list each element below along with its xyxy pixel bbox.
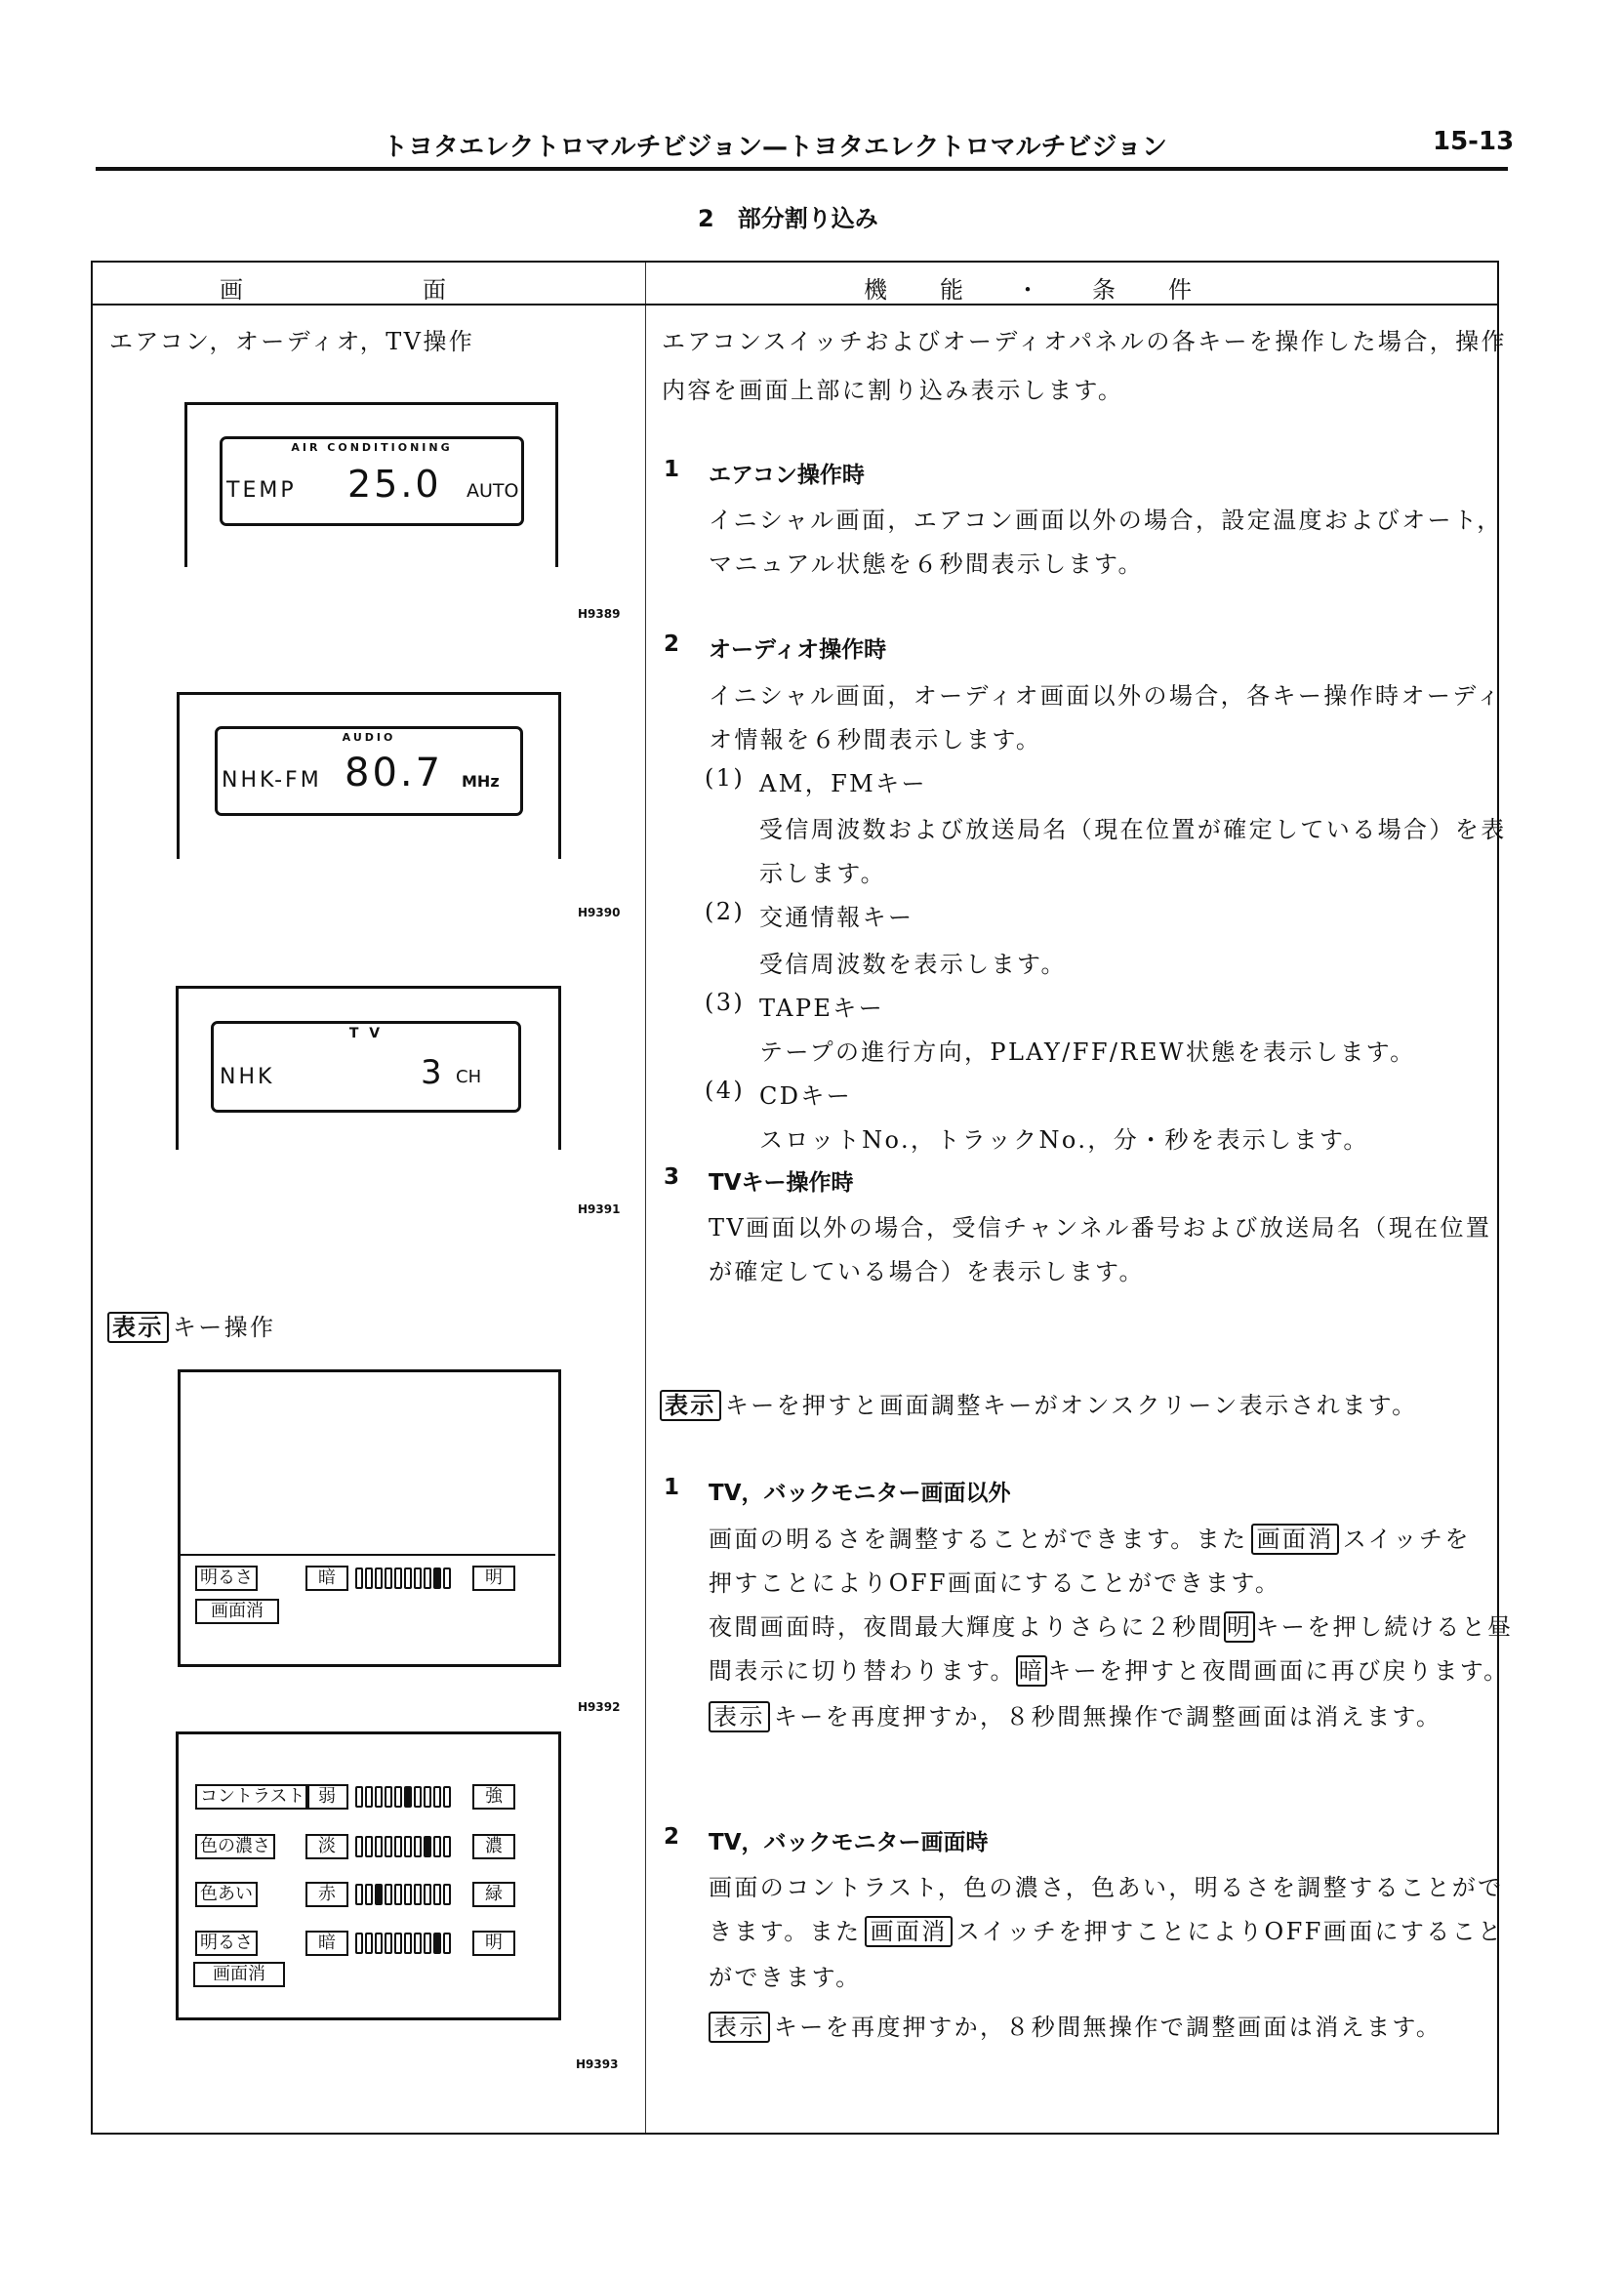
level-segment-active — [404, 1786, 412, 1808]
section-heading: エアコン操作時 — [709, 463, 865, 488]
section-number: 3 — [664, 1164, 680, 1190]
section-heading: TV，バックモニター画面時 — [709, 1830, 989, 1855]
overlay-divider — [181, 1554, 555, 1556]
screen-off-key-box: 画面消 — [865, 1916, 952, 1947]
display-key-box: 表示 — [107, 1312, 169, 1343]
body-line: テープの進行方向，PLAY/FF/REW状態を表示します。 — [759, 1038, 1416, 1066]
level-segment — [424, 1933, 431, 1954]
figure-code: H9392 — [578, 1700, 621, 1714]
column-header-function: 機 能 ・ 条 件 — [864, 276, 1194, 304]
level-segment — [375, 1836, 383, 1857]
section-number: 1 — [664, 457, 680, 482]
level-segment — [355, 1884, 363, 1905]
adjust-label-button: 色の濃さ — [195, 1834, 275, 1859]
adjust-label-button: コントラスト — [195, 1784, 309, 1810]
body-line: が確定している場合）を表示します。 — [709, 1258, 1145, 1285]
item-number: (2) — [705, 898, 746, 925]
screen-off-key-box: 画面消 — [1251, 1524, 1338, 1555]
display-intro-line — [660, 1386, 1418, 1421]
level-bar — [355, 1836, 451, 1857]
body-line — [709, 1697, 1441, 1732]
level-segment — [375, 1933, 383, 1954]
level-segment — [394, 1786, 402, 1808]
item-number: (1) — [705, 764, 746, 792]
lcd-left-text: NHK-FM — [222, 768, 322, 793]
adjust-min-button: 暗 — [305, 1566, 348, 1591]
level-segment — [404, 1933, 412, 1954]
figure-code: H9389 — [578, 607, 621, 621]
level-bar — [355, 1568, 451, 1589]
body-line: 受信周波数および放送局名（現在位置が確定している場合）を表 — [759, 816, 1507, 843]
level-segment — [385, 1884, 392, 1905]
level-segment-active — [375, 1884, 383, 1905]
lcd-value: 3 — [421, 1053, 442, 1092]
level-segment — [414, 1568, 422, 1589]
level-segment — [404, 1884, 412, 1905]
level-segment — [365, 1884, 373, 1905]
body-line — [709, 1912, 1504, 1947]
level-segment — [365, 1568, 373, 1589]
column-header-screen: 画 面 — [220, 276, 448, 304]
level-bar — [355, 1786, 451, 1808]
body-text: キーを押すと画面調整キーがオンスクリーン表示されます。 — [724, 1392, 1418, 1419]
bright-key-box: 明 — [1224, 1611, 1255, 1643]
adjust-max-button: 緑 — [472, 1882, 515, 1907]
display-key-box: 表示 — [660, 1390, 721, 1421]
section-number: 2 — [664, 1824, 680, 1850]
screen-off-button: 画面消 — [195, 1599, 279, 1624]
figure-code: H9393 — [576, 2057, 619, 2071]
lcd-label: AUDIO — [342, 731, 396, 744]
level-segment — [365, 1786, 373, 1808]
level-segment — [404, 1568, 412, 1589]
body-text: キーを押し続けると昼 — [1255, 1613, 1514, 1641]
adjust-min-button: 弱 — [305, 1784, 348, 1810]
level-segment — [414, 1786, 422, 1808]
section-heading: オーディオ操作時 — [709, 637, 887, 663]
adjust-label-button: 明るさ — [195, 1566, 258, 1591]
body-text: 画面の明るさを調整することができます。また — [709, 1526, 1248, 1553]
header-rule — [96, 167, 1508, 171]
interrupt-label: エアコン，オーディオ，TV操作 — [109, 328, 475, 355]
figure-code: H9390 — [578, 906, 621, 919]
body-line — [709, 1520, 1471, 1555]
level-segment — [365, 1836, 373, 1857]
adjust-label-button: 色あい — [195, 1882, 258, 1907]
column-divider — [645, 263, 646, 2133]
lcd-label: AIR CONDITIONING — [291, 441, 453, 454]
adjust-label-button: 明るさ — [195, 1931, 258, 1956]
body-line: ができます。 — [709, 1964, 862, 1991]
section-number: 1 — [664, 1475, 680, 1500]
body-text: キーを再度押すか，８秒間無操作で調整画面は消えます。 — [773, 1703, 1442, 1730]
level-segment — [355, 1933, 363, 1954]
adjust-min-button: 赤 — [305, 1882, 348, 1907]
body-line: スロットNo.，トラックNo.，分・秒を表示します。 — [759, 1126, 1369, 1154]
level-segment — [375, 1568, 383, 1589]
level-segment — [443, 1884, 451, 1905]
display-key-box: 表示 — [709, 1701, 770, 1732]
level-segment — [394, 1933, 402, 1954]
lcd-panel — [211, 1021, 521, 1113]
item-title: CDキー — [759, 1082, 853, 1110]
body-line: 画面のコントラスト，色の濃さ，色あい，明るさを調整することがで — [709, 1874, 1504, 1901]
lcd-panel — [220, 436, 524, 526]
lcd-value: 80.7 — [345, 751, 444, 795]
level-segment — [433, 1884, 441, 1905]
body-text: きます。また — [709, 1918, 862, 1945]
body-line — [709, 1651, 1510, 1687]
item-number: (3) — [705, 989, 746, 1016]
running-header-title: トヨタエレクトロマルチビジョン—トヨタエレクトロマルチビジョン — [383, 133, 1167, 162]
level-segment — [414, 1836, 422, 1857]
body-line: オ情報を６秒間表示します。 — [709, 726, 1042, 753]
level-segment — [414, 1884, 422, 1905]
body-line: 受信周波数を表示します。 — [759, 951, 1067, 978]
level-segment — [385, 1836, 392, 1857]
section-heading: TVキー操作時 — [709, 1170, 854, 1196]
body-line: マニュアル状態を６秒間表示します。 — [709, 550, 1144, 578]
body-text: スイッチを — [1342, 1526, 1471, 1553]
level-bar — [355, 1933, 451, 1954]
level-segment — [443, 1568, 451, 1589]
level-segment — [385, 1933, 392, 1954]
level-segment — [385, 1786, 392, 1808]
item-title: TAPEキー — [759, 995, 885, 1022]
body-text: 間表示に切り替わります。 — [709, 1657, 1016, 1685]
section-number: 2 — [664, 631, 680, 657]
level-segment — [365, 1933, 373, 1954]
level-segment — [375, 1786, 383, 1808]
body-text: キーを再度押すか，８秒間無操作で調整画面は消えます。 — [773, 2014, 1442, 2041]
level-segment — [424, 1568, 431, 1589]
lcd-right-text: CH — [456, 1067, 482, 1087]
item-title: 交通情報キー — [759, 904, 914, 931]
level-segment — [355, 1836, 363, 1857]
level-segment — [443, 1933, 451, 1954]
adjust-max-button: 明 — [472, 1931, 515, 1956]
lcd-left-text: NHK — [220, 1065, 275, 1089]
page-number: 15-13 — [1433, 127, 1515, 156]
body-line — [709, 1608, 1513, 1643]
lcd-label: T V — [348, 1026, 384, 1041]
intro-line: エアコンスイッチおよびオーディオパネルの各キーを操作した場合，操作 — [662, 328, 1507, 355]
body-line: 押すことによりOFF画面にすることができます。 — [709, 1569, 1281, 1597]
body-text: 夜間画面時，夜間最大輝度よりさらに２秒間 — [709, 1613, 1224, 1641]
body-text: スイッチを押すことによりOFF画面にすること — [955, 1918, 1504, 1945]
lcd-right-text: AUTO — [467, 480, 519, 502]
level-segment — [385, 1568, 392, 1589]
body-line: TV画面以外の場合，受信チャンネル番号および放送局名（現在位置 — [709, 1214, 1492, 1242]
dark-key-box: 暗 — [1016, 1655, 1047, 1687]
level-segment — [414, 1933, 422, 1954]
level-segment — [443, 1786, 451, 1808]
lcd-value: 25.0 — [347, 463, 442, 506]
figure-code: H9391 — [578, 1202, 621, 1216]
body-line: イニシャル画面，オーディオ画面以外の場合，各キー操作時オーディ — [709, 682, 1503, 710]
item-number: (4) — [705, 1077, 746, 1104]
level-segment — [355, 1568, 363, 1589]
body-text: キーを押すと夜間画面に再び戻ります。 — [1047, 1657, 1510, 1685]
level-segment — [424, 1786, 431, 1808]
lcd-right-text: MHz — [462, 772, 500, 791]
level-segment — [433, 1836, 441, 1857]
display-key-box: 表示 — [709, 2012, 770, 2043]
level-segment — [433, 1786, 441, 1808]
adjust-min-button: 淡 — [305, 1834, 348, 1859]
item-title: AM，FMキー — [759, 770, 927, 797]
section-heading: TV，バックモニター画面以外 — [709, 1481, 1011, 1506]
body-line: 示します。 — [759, 860, 887, 887]
section-title: 2 部分割り込み — [698, 205, 878, 232]
level-segment — [404, 1836, 412, 1857]
level-segment — [424, 1884, 431, 1905]
adjust-max-button: 強 — [472, 1784, 515, 1810]
adjust-max-button: 濃 — [472, 1834, 515, 1859]
level-segment — [394, 1836, 402, 1857]
display-key-heading — [107, 1308, 275, 1343]
body-line: イニシャル画面，エアコン画面以外の場合，設定温度およびオート， — [709, 507, 1503, 534]
adjust-min-button: 暗 — [305, 1931, 348, 1956]
lcd-panel — [215, 726, 523, 816]
level-segment-active — [433, 1933, 441, 1954]
level-segment-active — [424, 1836, 431, 1857]
level-segment-active — [433, 1568, 441, 1589]
body-line — [709, 2008, 1441, 2043]
level-segment — [355, 1786, 363, 1808]
screen-off-button: 画面消 — [193, 1962, 285, 1987]
adjust-max-button: 明 — [472, 1566, 515, 1591]
level-segment — [443, 1836, 451, 1857]
level-segment — [394, 1884, 402, 1905]
level-segment — [394, 1568, 402, 1589]
intro-line: 内容を画面上部に割り込み表示します。 — [662, 377, 1124, 404]
lcd-left-text: TEMP — [226, 478, 297, 503]
display-key-label: キー操作 — [172, 1314, 276, 1341]
level-bar — [355, 1884, 451, 1905]
